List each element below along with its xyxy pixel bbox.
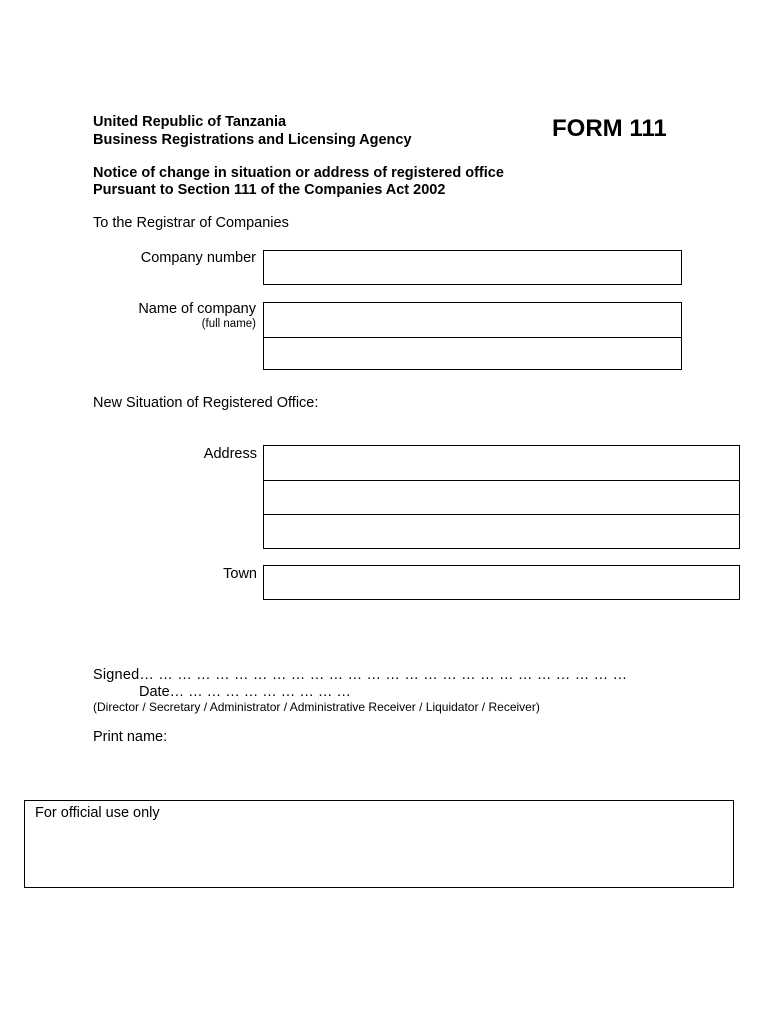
form-number: FORM 111 xyxy=(552,115,667,142)
official-use-box xyxy=(24,800,734,888)
agency-heading: Business Registrations and Licensing Agency xyxy=(93,132,412,148)
town-field[interactable] xyxy=(263,565,740,600)
signed-line: Signed… … … … … … … … … … … … … … … … … … … … … … … … … … xyxy=(93,667,628,683)
address-label: Address xyxy=(203,446,257,462)
company-name-sublabel: (full name) xyxy=(201,318,256,330)
town-label: Town xyxy=(223,566,257,582)
print-name-label: Print name: xyxy=(93,729,168,745)
address-line-3[interactable] xyxy=(264,514,739,549)
date-line: Date… … … … … … … … … … xyxy=(139,684,351,700)
new-situation-heading: New Situation of Registered Office: xyxy=(93,395,319,411)
company-name-label: Name of company xyxy=(138,301,256,317)
address-line-1[interactable] xyxy=(264,446,739,480)
country-heading: United Republic of Tanzania xyxy=(93,114,287,130)
address-line-2[interactable] xyxy=(264,480,739,515)
addressee: To the Registrar of Companies xyxy=(93,215,289,231)
company-name-line-2[interactable] xyxy=(264,337,681,371)
official-use-label: For official use only xyxy=(35,805,160,821)
notice-title: Notice of change in situation or address of registered office xyxy=(93,165,504,181)
company-number-field[interactable] xyxy=(263,250,682,285)
company-name-field xyxy=(263,302,682,370)
address-field xyxy=(263,445,740,549)
signatory-roles: (Director / Secretary / Administrator / Administrative Receiver / Liquidator / Receiver) xyxy=(93,700,540,714)
company-name-line-1[interactable] xyxy=(264,303,681,337)
company-number-label: Company number xyxy=(140,250,256,266)
notice-subtitle: Pursuant to Section 111 of the Companies Act 2002 xyxy=(93,182,446,198)
